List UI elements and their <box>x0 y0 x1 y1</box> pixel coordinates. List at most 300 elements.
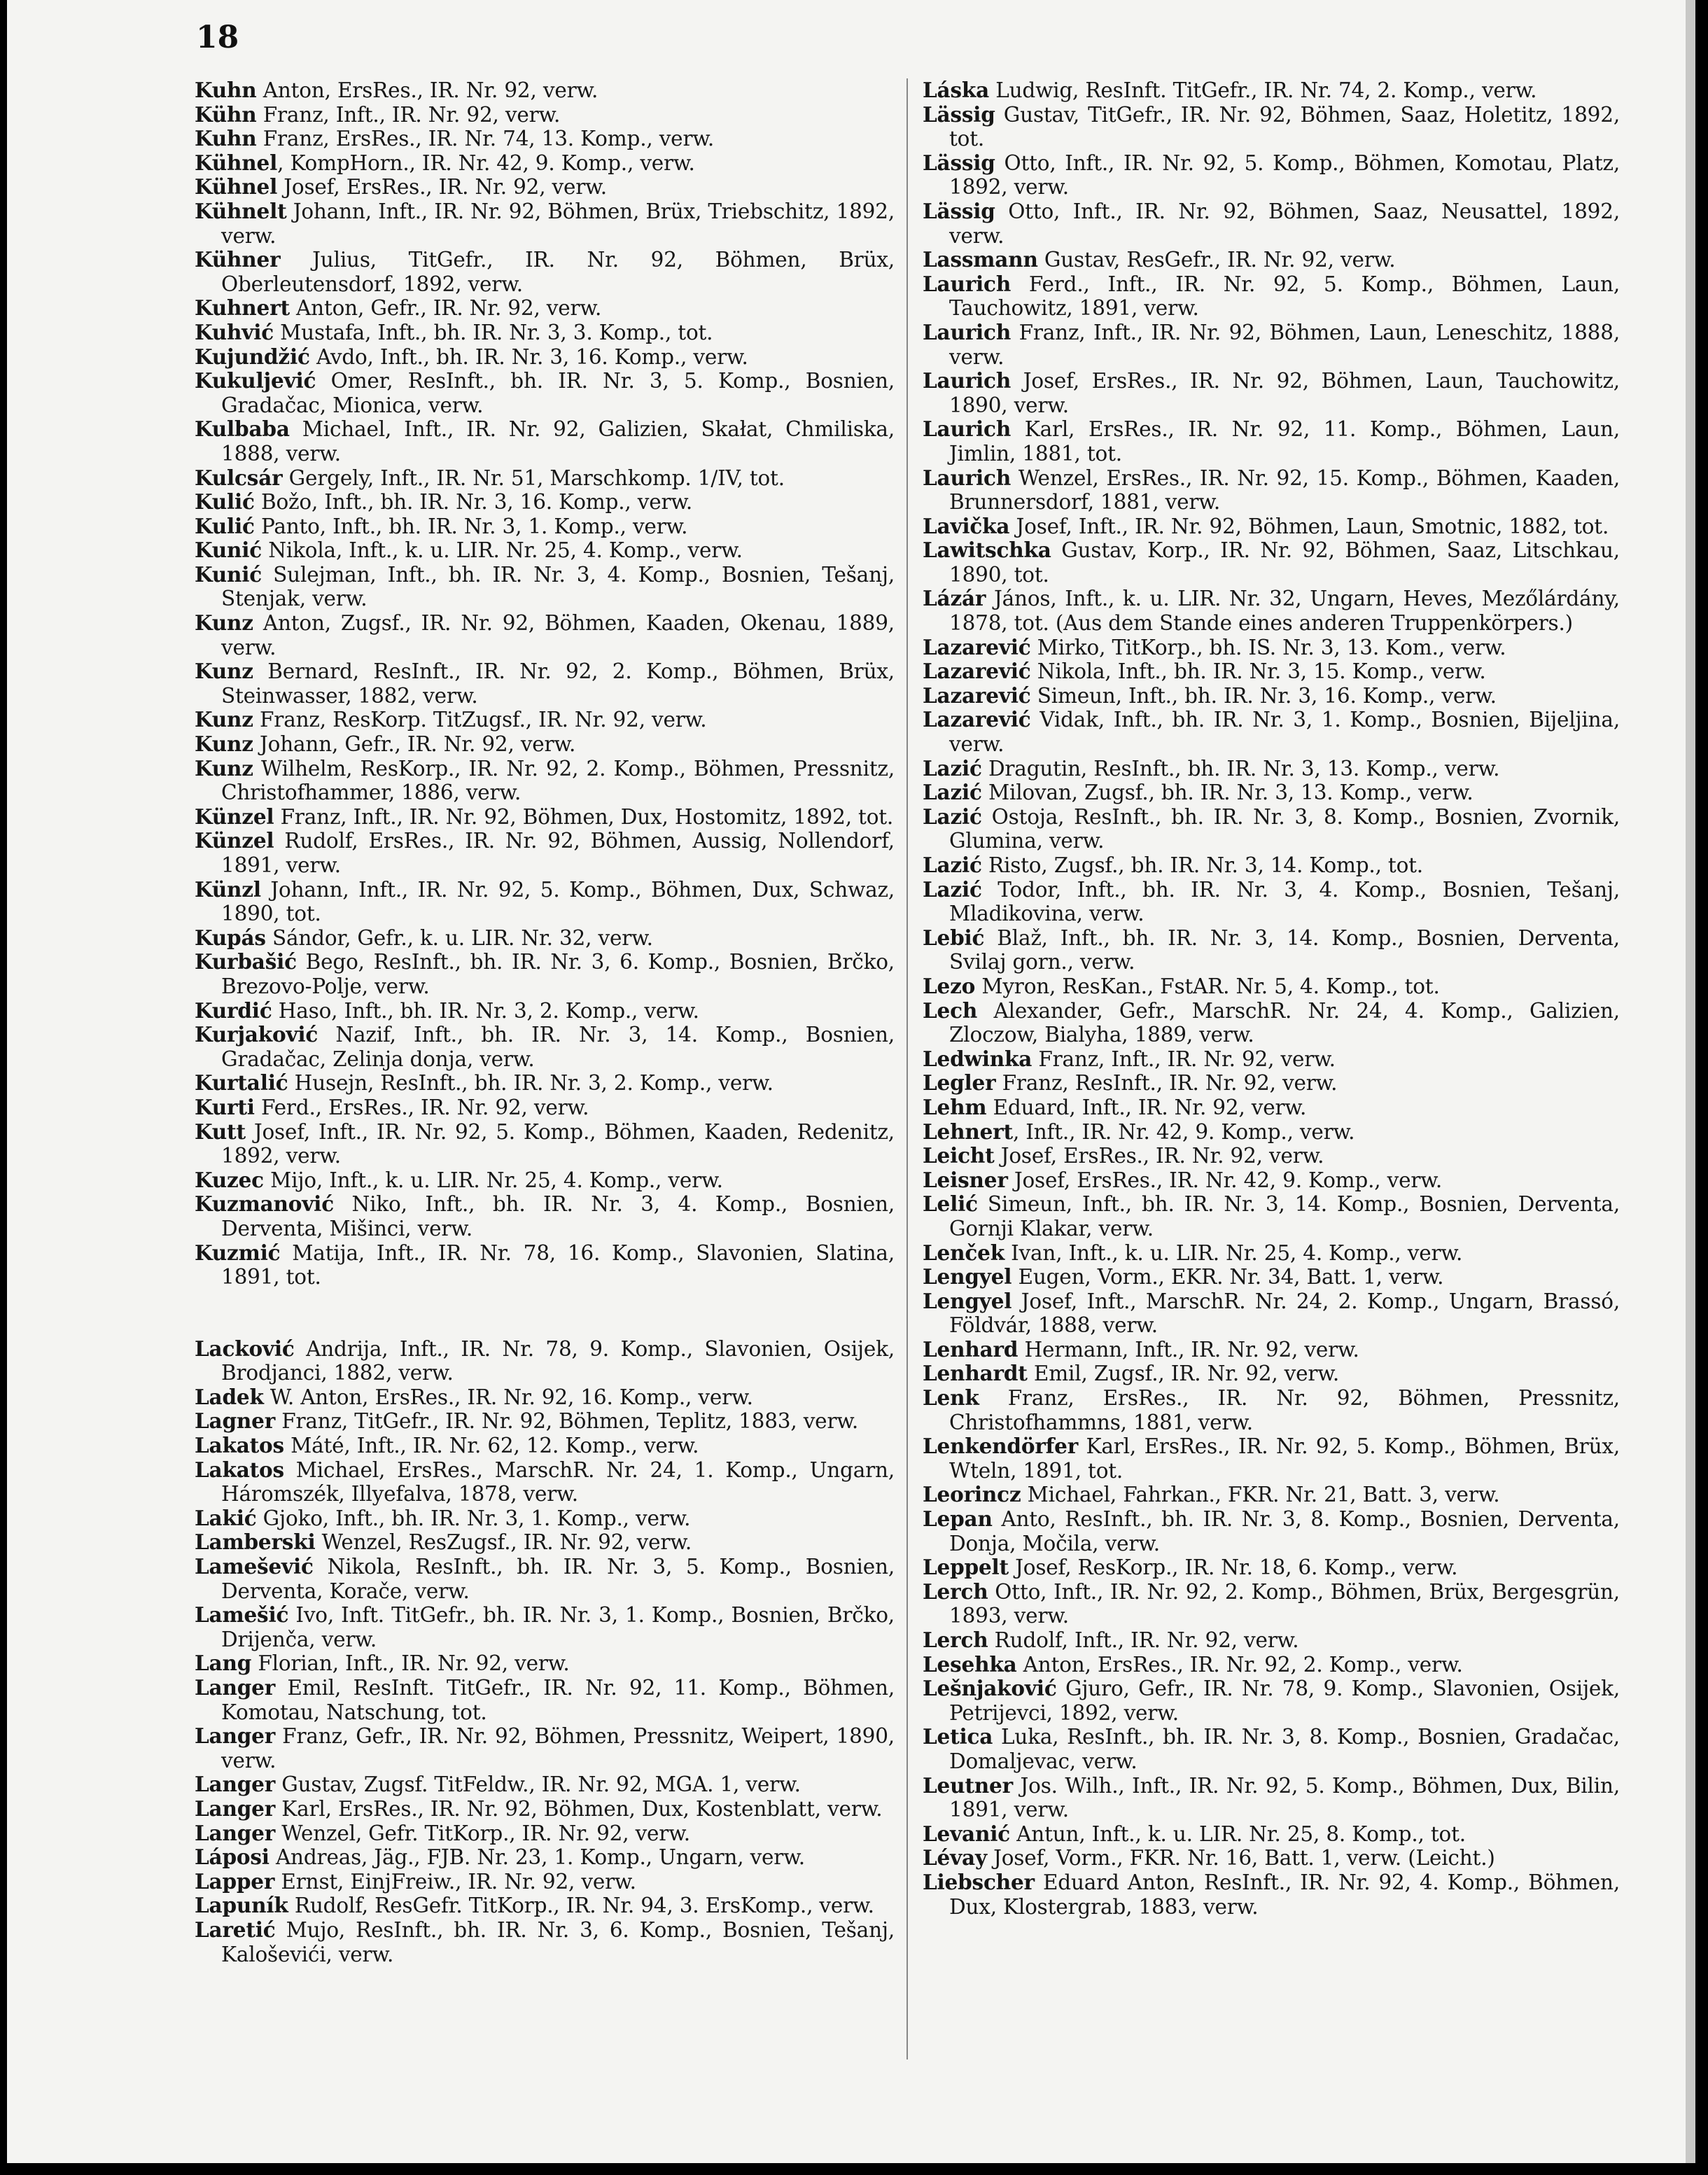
casualty-entry <box>195 345 895 370</box>
surname: Lagner <box>195 1408 276 1434</box>
casualty-entry <box>195 1555 895 1603</box>
entry-details: Michael, Fahrkan., FKR. Nr. 21, Batt. 3, verw. <box>1021 1483 1500 1507</box>
entry-details: W. Anton, ErsRes., IR. Nr. 92, 16. Komp., verw. <box>263 1385 753 1409</box>
left-column <box>195 78 895 1966</box>
surname: Leutner <box>923 1772 1013 1798</box>
casualty-entry <box>195 417 895 466</box>
entry-details: Haso, Inft., bh. IR. Nr. 3, 2. Komp., verw. <box>272 998 699 1023</box>
surname: Langer <box>195 1820 276 1845</box>
casualty-entry <box>195 1530 895 1555</box>
entry-details: Wenzel, Gefr. TitKorp., IR. Nr. 92, verw. <box>275 1821 690 1845</box>
entry-details: Franz, ErsRes., IR. Nr. 74, 13. Komp., verw. <box>256 127 715 151</box>
entry-details: Franz, Inft., IR. Nr. 92, Böhmen, Dux, Hostomitz, 1892, tot. <box>274 804 894 829</box>
entry-details: Omer, ResInft., bh. IR. Nr. 3, 5. Komp., Bosnien, Gradačac, Mionica, verw. <box>221 369 895 417</box>
entry-details: Emil, Zugsf., IR. Nr. 92, verw. <box>1027 1362 1340 1386</box>
surname: Kuhvić <box>195 319 274 344</box>
casualty-entry <box>923 781 1620 805</box>
entry-details: Nazif, Inft., bh. IR. Nr. 3, 14. Komp., Bosnien, Gradačac, Zelinja donja, verw. <box>221 1023 895 1071</box>
surname: Lazić <box>923 755 982 781</box>
surname: Kühnelt <box>195 198 287 223</box>
entry-details: Ivo, Inft. TitGefr., bh. IR. Nr. 3, 1. Komp., Bosnien, Brčko, Drijenča, verw. <box>221 1603 895 1651</box>
casualty-entry <box>923 1265 1620 1289</box>
casualty-entry <box>195 1096 895 1120</box>
surname: Letica <box>923 1724 993 1749</box>
casualty-entry <box>195 1071 895 1096</box>
page-number: 18 <box>196 20 239 55</box>
casualty-entry <box>923 369 1620 417</box>
surname: Kulcsár <box>195 465 283 490</box>
casualty-entry <box>923 974 1620 999</box>
casualty-entry <box>195 1192 895 1240</box>
entry-details: Wenzel, ResZugsf., IR. Nr. 92, verw. <box>315 1530 692 1555</box>
casualty-entry <box>195 1845 895 1870</box>
casualty-entry <box>923 248 1620 272</box>
surname: Kuzec <box>195 1167 264 1192</box>
casualty-entry <box>923 926 1620 974</box>
casualty-entry <box>195 296 895 321</box>
casualty-entry <box>923 659 1620 684</box>
casualty-entry <box>195 1337 895 1385</box>
casualty-entry <box>195 1772 895 1797</box>
surname: Kunić <box>195 561 262 587</box>
surname: Lehm <box>923 1094 987 1119</box>
casualty-entry <box>923 757 1620 781</box>
surname: Laurich <box>923 271 1011 296</box>
casualty-entry <box>195 659 895 708</box>
entry-details: Milovan, Zugsf., bh. IR. Nr. 3, 13. Komp., verw. <box>981 781 1474 805</box>
section-gap <box>195 1289 895 1337</box>
surname: Kunz <box>195 732 253 757</box>
entry-details: Anto, ResInft., bh. IR. Nr. 3, 8. Komp., Bosnien, Derventa, Donja, Močila, verw. <box>949 1507 1620 1555</box>
surname: Kupás <box>195 925 266 950</box>
surname: Lenk <box>923 1385 979 1411</box>
surname: Künzel <box>195 828 274 853</box>
entry-details: Eugen, Vorm., EKR. Nr. 34, Batt. 1, verw. <box>1011 1265 1444 1289</box>
casualty-entry <box>923 1120 1620 1145</box>
casualty-entry <box>195 103 895 127</box>
surname: Lazarević <box>923 683 1031 708</box>
entry-details: Wenzel, ErsRes., IR. Nr. 92, 15. Komp., Böhmen, Kaaden, Brunnersdorf, 1881, verw. <box>949 466 1620 515</box>
surname: Lengyel <box>923 1288 1012 1313</box>
entry-details: Karl, ErsRes., IR. Nr. 92, 5. Komp., Böhmen, Brüx, Wteln, 1891, tot. <box>949 1434 1620 1483</box>
entry-details: Rudolf, Inft., IR. Nr. 92, verw. <box>988 1628 1299 1652</box>
surname: Lamešević <box>195 1554 314 1579</box>
surname: Leisner <box>923 1167 1008 1192</box>
casualty-entry <box>195 151 895 176</box>
casualty-entry <box>923 200 1620 248</box>
casualty-entry <box>923 272 1620 321</box>
surname: Lapuník <box>195 1893 288 1918</box>
casualty-entry <box>195 321 895 345</box>
entry-details: Otto, Inft., IR. Nr. 92, 5. Komp., Böhmen, Komotau, Platz, 1892, verw. <box>949 151 1620 200</box>
column-divider <box>906 78 908 2059</box>
casualty-entry <box>923 1434 1620 1483</box>
surname: Langer <box>195 1675 276 1700</box>
entry-details: Anton, Gefr., IR. Nr. 92, verw. <box>289 296 602 321</box>
entry-details: Nikola, ResInft., bh. IR. Nr. 3, 5. Komp., Bosnien, Derventa, Korače, verw. <box>221 1555 895 1603</box>
surname: Kurti <box>195 1094 255 1119</box>
entry-details: Otto, Inft., IR. Nr. 92, 2. Komp., Böhmen, Brüx, Bergesgrün, 1893, verw. <box>949 1579 1620 1628</box>
casualty-entry <box>923 878 1620 926</box>
entry-details: Dragutin, ResInft., bh. IR. Nr. 3, 13. Komp., verw. <box>981 756 1500 781</box>
casualty-entry <box>195 1603 895 1651</box>
casualty-entry <box>923 78 1620 103</box>
entry-details: Myron, ResKan., FstAR. Nr. 5, 4. Komp., tot. <box>975 974 1440 998</box>
entry-details: Anton, ErsRes., IR. Nr. 92, verw. <box>256 78 598 102</box>
casualty-entry <box>923 805 1620 853</box>
surname: Lapper <box>195 1868 275 1894</box>
surname: Lepan <box>923 1506 993 1532</box>
surname: Liebscher <box>923 1869 1035 1894</box>
entry-details: Josef, ErsRes., IR. Nr. 92, verw. <box>994 1144 1324 1168</box>
entry-details: Bernard, ResInft., IR. Nr. 92, 2. Komp., Böhmen, Brüx, Steinwasser, 1882, verw. <box>221 659 895 708</box>
casualty-entry <box>195 878 895 926</box>
casualty-entry <box>923 1338 1620 1362</box>
surname: Lazarević <box>923 659 1031 684</box>
surname: Lakatos <box>195 1433 284 1458</box>
casualty-entry <box>923 636 1620 660</box>
entry-details: Gustav, TitGefr., IR. Nr. 92, Böhmen, Saaz, Holetitz, 1892, tot. <box>949 102 1620 151</box>
entry-details: Sulejman, Inft., bh. IR. Nr. 3, 4. Komp., Bosnien, Tešanj, Stenjak, verw. <box>221 562 895 611</box>
surname: Lamberski <box>195 1530 316 1555</box>
entry-details: Ernst, EinjFreiw., IR. Nr. 92, verw. <box>274 1869 636 1894</box>
surname: Kurjaković <box>195 1022 318 1047</box>
surname: Kühner <box>195 247 281 272</box>
casualty-entry <box>195 1870 895 1894</box>
entry-details: Blaž, Inft., bh. IR. Nr. 3, 14. Komp., Bosnien, Derventa, Svilaj gorn., verw. <box>949 925 1620 974</box>
surname: Laurich <box>923 465 1011 490</box>
entry-details: Josef, Inft., IR. Nr. 92, 5. Komp., Böhmen, Kaaden, Redenitz, 1892, verw. <box>221 1119 895 1168</box>
surname: Lazić <box>923 780 982 805</box>
casualty-entry <box>195 1821 895 1846</box>
entry-details: , Inft., IR. Nr. 42, 9. Komp., verw. <box>1012 1119 1355 1144</box>
entry-details: Franz, Inft., IR. Nr. 92, Böhmen, Laun, Leneschitz, 1888, verw. <box>949 320 1620 369</box>
casualty-entry <box>923 1725 1620 1773</box>
surname: Langer <box>195 1723 276 1749</box>
surname: Kujundžić <box>195 344 310 369</box>
surname: Levanić <box>923 1821 1010 1846</box>
book-page <box>7 0 1695 2163</box>
entry-details: Jos. Wilh., Inft., IR. Nr. 92, 5. Komp., Böhmen, Dux, Bilin, 1891, verw. <box>949 1773 1620 1822</box>
surname: Kurdić <box>195 998 272 1023</box>
surname: Lang <box>195 1651 252 1676</box>
entry-details: Bego, ResInft., bh. IR. Nr. 3, 6. Komp., Bosnien, Brčko, Brezovo-Polje, verw. <box>221 950 895 998</box>
surname: Láska <box>923 78 990 102</box>
surname: Lamešić <box>195 1602 289 1628</box>
casualty-entry <box>195 1724 895 1772</box>
casualty-entry <box>923 1846 1620 1870</box>
surname: Lazarević <box>923 707 1031 732</box>
casualty-entry <box>923 1483 1620 1507</box>
entry-details: Anton, Zugsf., IR. Nr. 92, Böhmen, Kaaden, Okenau, 1889, verw. <box>221 611 895 659</box>
surname: Lenček <box>923 1240 1004 1265</box>
entry-details: Anton, ErsRes., IR. Nr. 92, 2. Komp., verw. <box>1016 1652 1463 1677</box>
casualty-entry <box>195 757 895 805</box>
surname: Leicht <box>923 1143 995 1168</box>
surname: Kurbašić <box>195 949 297 974</box>
entry-details: Johann, Inft., IR. Nr. 92, Böhmen, Brüx, Triebschitz, 1892, verw. <box>221 199 895 248</box>
entry-details: Johann, Gefr., IR. Nr. 92, verw. <box>253 732 576 757</box>
casualty-entry <box>195 708 895 732</box>
casualty-entry <box>923 708 1620 756</box>
casualty-entry <box>195 805 895 830</box>
surname: Leppelt <box>923 1555 1009 1580</box>
surname: Lebić <box>923 925 985 950</box>
casualty-entry <box>923 1870 1620 1919</box>
entry-details: Gustav, ResGefr., IR. Nr. 92, verw. <box>1037 248 1396 272</box>
entry-details: Ivan, Inft., k. u. LIR. Nr. 25, 4. Komp., verw. <box>1004 1240 1463 1265</box>
entry-details: Hermann, Inft., IR. Nr. 92, verw. <box>1018 1337 1359 1362</box>
entry-details: Luka, ResInft., bh. IR. Nr. 3, 8. Komp., Bosnien, Gradačac, Domaljevac, verw. <box>949 1725 1620 1773</box>
surname: Lässig <box>923 150 995 175</box>
casualty-entry <box>195 1385 895 1410</box>
casualty-entry <box>195 1023 895 1071</box>
entry-details: Josef, ErsRes., IR. Nr. 92, verw. <box>277 175 607 200</box>
surname: Kunz <box>195 610 253 636</box>
entry-details: Josef, ErsRes., IR. Nr. 42, 9. Komp., verw. <box>1007 1168 1442 1192</box>
casualty-entry <box>923 1507 1620 1555</box>
surname: Kuhn <box>195 126 257 151</box>
entry-details: Rudolf, ResGefr. TitKorp., IR. Nr. 94, 3. ErsKomp., verw. <box>288 1894 874 1918</box>
casualty-entry <box>195 829 895 877</box>
casualty-entry <box>195 1506 895 1531</box>
entry-details: Alexander, Gefr., MarschR. Nr. 24, 4. Komp., Galizien, Zloczow, Bialyha, 1889, verw. <box>949 998 1620 1047</box>
entry-details: Máté, Inft., IR. Nr. 62, 12. Komp., verw. <box>284 1434 699 1458</box>
entry-details: Karl, ErsRes., IR. Nr. 92, Böhmen, Dux, Kostenblatt, verw. <box>275 1796 883 1821</box>
entry-details: Karl, ErsRes., IR. Nr. 92, 11. Komp., Böhmen, Laun, Jimlin, 1881, tot. <box>949 417 1620 466</box>
entry-details: Simeun, Inft., bh. IR. Nr. 3, 16. Komp., verw. <box>1030 683 1497 708</box>
entry-details: Otto, Inft., IR. Nr. 92, Böhmen, Saaz, Neusattel, 1892, verw. <box>949 199 1620 248</box>
casualty-entry <box>195 611 895 659</box>
surname: Laurich <box>923 417 1011 442</box>
entry-details: Franz, Inft., IR. Nr. 92, verw. <box>256 102 561 127</box>
surname: Künzel <box>195 804 274 829</box>
surname: Leorincz <box>923 1482 1021 1507</box>
entry-details: Emil, ResInft. TitGefr., IR. Nr. 92, 11. Komp., Böhmen, Komotau, Natschung, tot. <box>221 1676 895 1724</box>
entry-details: Niko, Inft., bh. IR. Nr. 3, 4. Komp., Bosnien, Derventa, Mišinci, verw. <box>221 1192 895 1240</box>
casualty-entry <box>195 1458 895 1506</box>
casualty-entry <box>195 490 895 515</box>
surname: Lässig <box>923 102 995 127</box>
casualty-entry <box>923 999 1620 1047</box>
entry-details: Florian, Inft., IR. Nr. 92, verw. <box>251 1651 570 1676</box>
entry-details: Josef, Inft., IR. Nr. 92, Böhmen, Laun, Smotnic, 1882, tot. <box>1009 514 1609 538</box>
entry-details: , KompHorn., IR. Nr. 42, 9. Komp., verw. <box>277 151 695 175</box>
casualty-entry <box>195 78 895 103</box>
entry-details: Vidak, Inft., bh. IR. Nr. 3, 1. Komp., Bosnien, Bijeljina, verw. <box>949 708 1620 757</box>
surname: Legler <box>923 1070 996 1096</box>
casualty-entry <box>195 1434 895 1458</box>
surname: Lévay <box>923 1845 987 1870</box>
casualty-entry <box>195 515 895 539</box>
casualty-entry <box>923 1047 1620 1072</box>
entry-details: Eduard, Inft., IR. Nr. 92, verw. <box>986 1095 1307 1119</box>
entry-details: Božo, Inft., bh. IR. Nr. 3, 16. Komp., verw. <box>254 490 693 515</box>
casualty-entry <box>195 1676 895 1724</box>
casualty-entry <box>195 926 895 951</box>
surname: Lazarević <box>923 634 1031 659</box>
surname: Láposi <box>195 1845 270 1870</box>
surname: Kulić <box>195 489 255 515</box>
surname: Lacković <box>195 1336 295 1361</box>
casualty-entry <box>923 1386 1620 1434</box>
surname: Lehnert <box>923 1119 1013 1144</box>
entry-details: Josef, ResKorp., IR. Nr. 18, 6. Komp., verw. <box>1008 1555 1458 1580</box>
surname: Lelić <box>923 1191 978 1217</box>
casualty-entry <box>195 999 895 1023</box>
entry-details: Ludwig, ResInft. TitGefr., IR. Nr. 74, 2. Komp., verw. <box>989 78 1537 102</box>
casualty-entry <box>923 1628 1620 1653</box>
entry-details: Franz, ResInft., IR. Nr. 92, verw. <box>995 1071 1338 1096</box>
entry-details: Franz, Gefr., IR. Nr. 92, Böhmen, Pressnitz, Weipert, 1890, verw. <box>221 1724 895 1772</box>
entry-details: Wilhelm, ResKorp., IR. Nr. 92, 2. Komp., Böhmen, Pressnitz, Christofhammer, 1886, verw. <box>221 756 895 805</box>
entry-details: Eduard Anton, ResInft., IR. Nr. 92, 4. Komp., Böhmen, Dux, Klostergrab, 1883, verw. <box>949 1870 1620 1919</box>
surname: Lerch <box>923 1579 988 1604</box>
entry-details: Josef, Inft., MarschR. Nr. 24, 2. Komp., Ungarn, Brassó, Földvár, 1888, verw. <box>949 1289 1620 1338</box>
surname: Kühnel <box>195 174 278 200</box>
surname: Lenkendörfer <box>923 1434 1079 1459</box>
casualty-entry <box>195 1120 895 1168</box>
casualty-entry <box>195 175 895 200</box>
surname: Lezo <box>923 973 976 998</box>
entry-details: Johann, Inft., IR. Nr. 92, 5. Komp., Böhmen, Dux, Schwaz, 1890, tot. <box>221 877 895 926</box>
right-column <box>923 78 1620 1919</box>
surname: Kuhnert <box>195 295 290 321</box>
entry-details: Nikola, Inft., k. u. LIR. Nr. 25, 4. Komp., verw. <box>262 538 743 563</box>
surname: Laretić <box>195 1917 276 1942</box>
entry-details: Panto, Inft., bh. IR. Nr. 3, 1. Komp., verw. <box>254 514 688 538</box>
casualty-entry <box>195 466 895 491</box>
surname: Kukuljević <box>195 368 316 393</box>
casualty-entry <box>195 1797 895 1821</box>
entry-details: Josef, Vorm., FKR. Nr. 16, Batt. 1, verw. (Leicht.) <box>986 1846 1495 1870</box>
casualty-entry <box>923 1774 1620 1822</box>
surname: Ladek <box>195 1384 264 1409</box>
casualty-entry <box>195 127 895 151</box>
casualty-entry <box>923 1362 1620 1386</box>
casualty-entry <box>923 515 1620 539</box>
surname: Lassmann <box>923 247 1038 272</box>
casualty-entry <box>195 1651 895 1676</box>
surname: Kunz <box>195 755 253 781</box>
entry-details: Gustav, Zugsf. TitFeldw., IR. Nr. 92, MGA. 1, verw. <box>275 1772 801 1797</box>
entry-details: Michael, ErsRes., MarschR. Nr. 24, 1. Komp., Ungarn, Háromszék, Illyefalva, 1878, verw. <box>221 1457 895 1506</box>
casualty-entry <box>195 1241 895 1289</box>
casualty-entry <box>923 1580 1620 1628</box>
entry-details: Gjuro, Gefr., IR. Nr. 78, 9. Komp., Slavonien, Osijek, Petrijevci, 1892, verw. <box>949 1677 1620 1725</box>
surname: Laurich <box>923 319 1011 344</box>
entry-details: Andreas, Jäg., FJB. Nr. 23, 1. Komp., Ungarn, verw. <box>269 1845 805 1870</box>
casualty-entry <box>923 1555 1620 1580</box>
casualty-entry <box>195 732 895 757</box>
surname: Lakić <box>195 1505 257 1530</box>
surname: Lengyel <box>923 1264 1012 1289</box>
casualty-entry <box>195 1894 895 1918</box>
surname: Lesehka <box>923 1651 1017 1677</box>
entry-details: Rudolf, ErsRes., IR. Nr. 92, Böhmen, Aussig, Nollendorf, 1891, verw. <box>221 829 895 877</box>
casualty-entry <box>923 1144 1620 1168</box>
casualty-entry <box>923 103 1620 151</box>
surname: Kurtalić <box>195 1070 288 1096</box>
surname: Kunić <box>195 538 262 563</box>
surname: Kunz <box>195 707 253 732</box>
entry-details: János, Inft., k. u. LIR. Nr. 32, Ungarn, Heves, Mezőlárdány, 1878, tot. (Aus dem Stande eines anderen Truppenkörpers.) <box>949 587 1620 636</box>
entry-details: Ferd., ErsRes., IR. Nr. 92, verw. <box>254 1095 589 1119</box>
entry-details: Matija, Inft., IR. Nr. 78, 16. Komp., Slavonien, Slatina, 1891, tot. <box>221 1240 895 1289</box>
surname: Lazić <box>923 853 982 877</box>
casualty-entry <box>923 417 1620 466</box>
entry-details: Josef, ErsRes., IR. Nr. 92, Böhmen, Laun, Tauchowitz, 1890, verw. <box>949 369 1620 417</box>
entry-details: Avdo, Inft., bh. IR. Nr. 3, 16. Komp., verw. <box>309 344 748 369</box>
surname: Lech <box>923 998 978 1023</box>
surname: Lazić <box>923 804 982 829</box>
casualty-entry <box>923 538 1620 587</box>
casualty-entry <box>923 1822 1620 1847</box>
surname: Kunz <box>195 659 253 684</box>
casualty-entry <box>923 1241 1620 1266</box>
entry-details: Sándor, Gefr., k. u. LIR. Nr. 32, verw. <box>265 925 653 950</box>
casualty-entry <box>923 151 1620 200</box>
casualty-entry <box>923 1289 1620 1338</box>
casualty-entry <box>195 950 895 998</box>
surname: Langer <box>195 1772 276 1797</box>
surname: Lavička <box>923 513 1010 538</box>
surname: Lakatos <box>195 1457 284 1482</box>
casualty-entry <box>195 248 895 296</box>
surname: Kulbaba <box>195 417 290 442</box>
surname: Lazić <box>923 876 982 902</box>
entry-details: Mijo, Inft., k. u. LIR. Nr. 25, 4. Komp., verw. <box>263 1168 723 1192</box>
surname: Ledwinka <box>923 1046 1032 1071</box>
casualty-entry <box>923 1168 1620 1193</box>
entry-details: Ostoja, ResInft., bh. IR. Nr. 3, 8. Komp., Bosnien, Zvornik, Glumina, verw. <box>949 804 1620 853</box>
surname: Lerch <box>923 1628 988 1652</box>
entry-details: Andrija, Inft., IR. Nr. 78, 9. Komp., Slavonien, Osijek, Brodjanci, 1882, verw. <box>221 1336 895 1385</box>
surname: Kutt <box>195 1119 246 1144</box>
surname: Kuhn <box>195 78 257 102</box>
casualty-entry <box>923 1653 1620 1677</box>
entry-details: Antun, Inft., k. u. LIR. Nr. 25, 8. Komp., tot. <box>1009 1821 1466 1846</box>
entry-details: Gjoko, Inft., bh. IR. Nr. 3, 1. Komp., verw. <box>256 1506 691 1530</box>
entry-details: Franz, Inft., IR. Nr. 92, verw. <box>1032 1047 1336 1071</box>
entry-details: Franz, ErsRes., IR. Nr. 92, Böhmen, Pressnitz, Christofhammns, 1881, verw. <box>949 1386 1620 1434</box>
entry-details: Mujo, ResInft., bh. IR. Nr. 3, 6. Komp., Bosnien, Tešanj, Kaloševići, verw. <box>221 1917 895 1966</box>
entry-details: Simeun, Inft., bh. IR. Nr. 3, 14. Komp., Bosnien, Derventa, Gornji Klakar, verw. <box>949 1192 1620 1240</box>
casualty-entry <box>923 1677 1620 1725</box>
surname: Kuzmanović <box>195 1191 334 1217</box>
entry-details: Risto, Zugsf., bh. IR. Nr. 3, 14. Komp., tot. <box>981 853 1423 877</box>
surname: Laurich <box>923 368 1011 393</box>
entry-details: Todor, Inft., bh. IR. Nr. 3, 4. Komp., Bosnien, Tešanj, Mladikovina, verw. <box>949 877 1620 926</box>
entry-details: Gergely, Inft., IR. Nr. 51, Marschkomp. 1/IV, tot. <box>282 466 785 490</box>
casualty-entry <box>195 563 895 611</box>
casualty-entry <box>923 587 1620 635</box>
casualty-entry <box>923 684 1620 708</box>
surname: Langer <box>195 1796 276 1821</box>
entry-details: Julius, TitGefr., IR. Nr. 92, Böhmen, Brüx, Oberleutensdorf, 1892, verw. <box>221 248 895 296</box>
entry-details: Ferd., Inft., IR. Nr. 92, 5. Komp., Böhmen, Laun, Tauchowitz, 1891, verw. <box>949 272 1620 321</box>
casualty-entry <box>923 1096 1620 1120</box>
casualty-entry <box>195 1918 895 1966</box>
casualty-entry <box>923 1071 1620 1096</box>
entry-details: Mustafa, Inft., bh. IR. Nr. 3, 3. Komp., tot. <box>274 320 713 344</box>
surname: Kühnel <box>195 150 278 175</box>
entry-details: Mirko, TitKorp., bh. IS. Nr. 3, 13. Kom., verw. <box>1030 635 1506 659</box>
entry-details: Franz, ResKorp. TitZugsf., IR. Nr. 92, verw. <box>253 708 707 732</box>
casualty-entry <box>195 369 895 417</box>
casualty-entry <box>195 538 895 563</box>
surname: Kühn <box>195 102 257 127</box>
